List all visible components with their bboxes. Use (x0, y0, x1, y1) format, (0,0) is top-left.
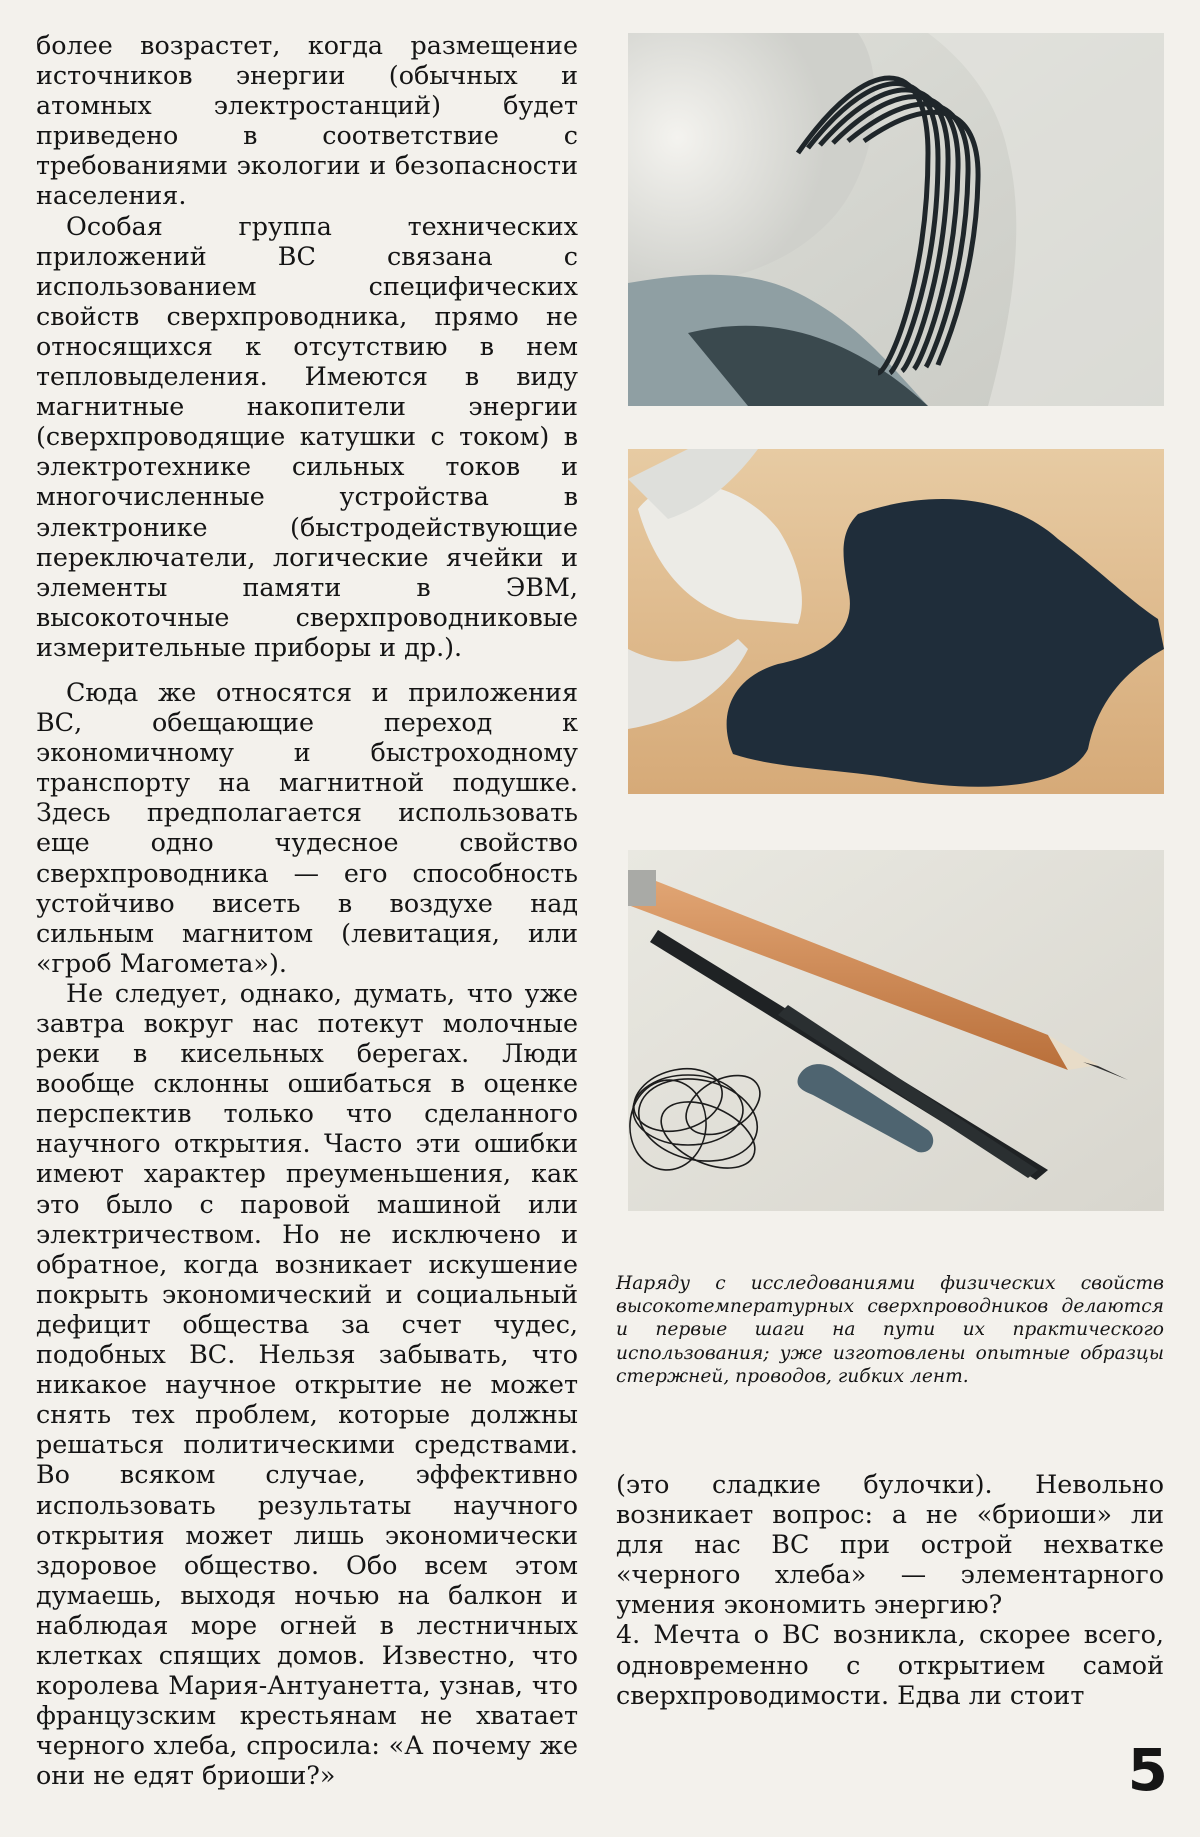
photo-rods-and-wires (628, 850, 1164, 1211)
paragraph: более возрастет, когда размещение источников энергии (обычных и атомных электростанций) будет приведено в соответствие с требованиями экологии и безопасности населения. (36, 30, 578, 211)
paragraph: Сюда же относятся и приложения ВС, обещающие переход к экономичному и быстроходному транспорту на магнитной подушке. Здесь предполагается использовать еще одно чудесное свойство сверхпроводника — его способность устойчиво висеть в воздухе над сильным магнитом (левитация, или «гроб Магомета»). (36, 676, 578, 978)
photo-superconducting-coils (628, 33, 1164, 406)
photo-caption: Наряду с исследованиями физических свойств высокотемпературных сверхпроводников делаются и первые шаги на пути их практического использования; уже изготовлены опытные образцы стержней, проводов, гибких лент. (616, 1273, 1164, 1387)
right-text-column (616, 1469, 1164, 1710)
paragraph: 4. Мечта о ВС возникла, скорее всего, одновременно с открытием самой сверхпроводимости. Едва ли стоит (616, 1619, 1164, 1710)
page-number: 5 (1127, 1736, 1168, 1804)
left-text-column (36, 30, 578, 1790)
paragraph: Не следует, однако, думать, что уже завтра вокруг нас потекут молочные реки в кисельных берегах. Люди вообще склонны ошибаться в оценке перспектив только что сделанного научного открытия. Часто эти ошибки имеют характер преуменьшения, как это было с паровой машиной или электричеством. Но не исключено и обратное, когда возникает искушение покрыть экономический и социальный дефицит общества за счет чудес, подобных ВС. Нельзя забывать, что никакое научное открытие не может снять тех проблем, которые должны решаться политическими средствами. Во всяком случае, эффективно использовать результаты научного открытия может лишь экономически здоровое общество. Обо всем этом думаешь, выходя ночью на балкон и наблюдая море огней в лестничных клетках спящих домов. Известно, что королева Мария-Антуанетта, узнав, что французским крестьянам не хватает черного хлеба, спросила: «А почему же они не едят бриоши?» (36, 977, 578, 1791)
paragraph: (это сладкие булочки). Невольно возникает вопрос: а не «бриоши» ли для нас ВС при острой нехватке «черного хлеба» — элементарного умения экономить энергию? (616, 1469, 1164, 1620)
photo-superconductor-plate (628, 449, 1164, 794)
paragraph: Особая группа технических приложений ВС связана с использованием специфических свойств сверхпроводника, прямо не относящихся к отсутствию в нем тепловыделения. Имеются в виду магнитные накопители энергии (сверхпроводящие катушки с током) в электротехнике сильных токов и многочисленные устройства в электронике (быстродействующие переключатели, логические ячейки и элементы памяти в ЭВМ, высокоточные сверхпроводниковые измерительные приборы и др.). (36, 210, 578, 662)
